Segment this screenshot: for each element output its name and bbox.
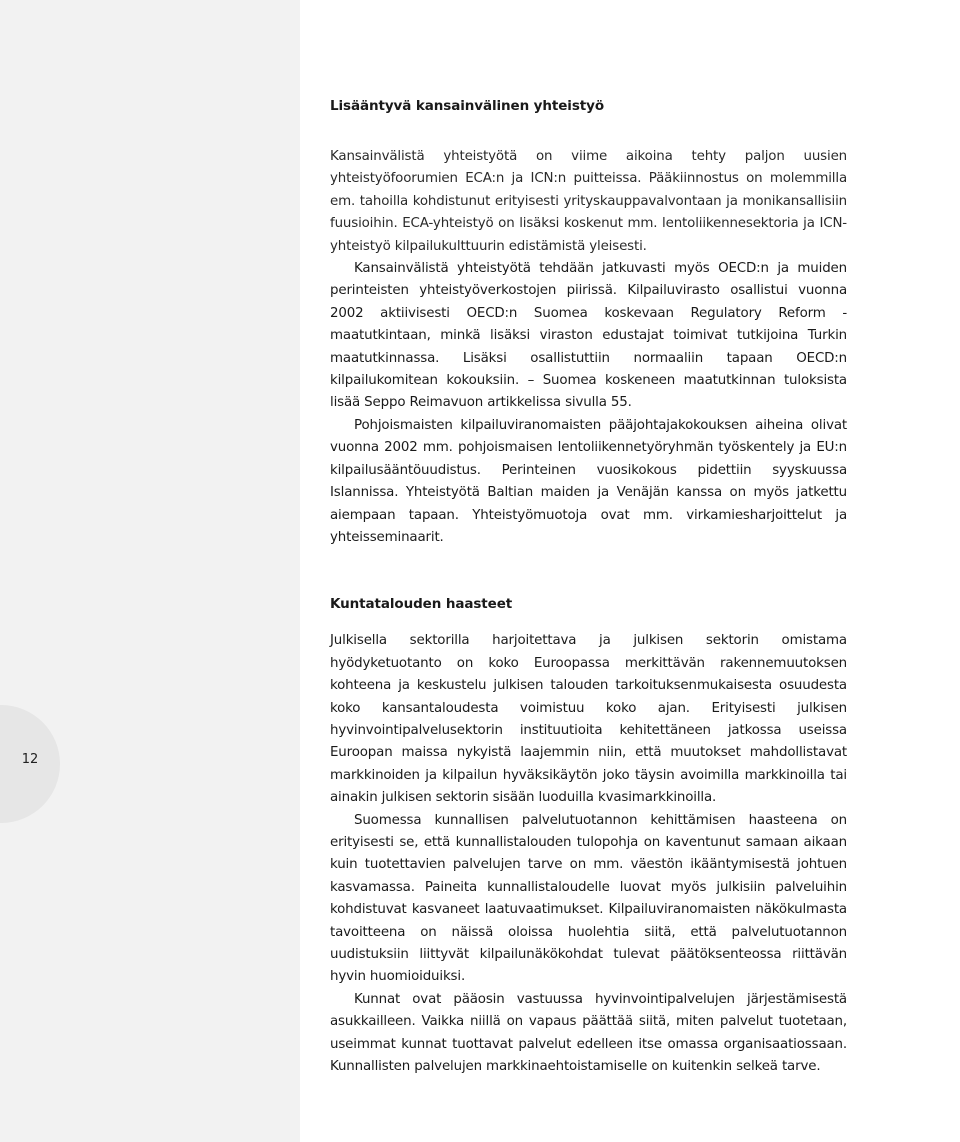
section-heading: Kuntatalouden haasteet xyxy=(330,596,513,613)
section-international-cooperation xyxy=(330,96,847,549)
body-paragraph: Kansainvälistä yhteistyötä on viime aikoina tehty paljon uusien yhteistyöfoorumien ECA:n ja ICN:n puitteissa. Pääkiinnostus on molemmilla em. tahoilla kohdistunut erityisesti yrityskauppavalvontaan ja monikansallisiin fuusioihin. ECA-yhteistyö on lisäksi koskenut mm. lentoliikennesektoria ja ICN-yhteistyö kilpailukulttuurin edistämistä yleisesti. xyxy=(330,149,847,254)
page-margin-band xyxy=(0,0,300,1142)
article-body xyxy=(330,96,847,1078)
section-municipal-economy xyxy=(330,594,847,1078)
body-paragraph: Julkisella sektorilla harjoitettava ja julkisen sektorin omistama hyödyketuotanto on koko Euroopassa merkittävän rakennemuutoksen kohteena ja keskustelu julkisen talouden tarkoituksenmukaisesta osuudesta koko kansantaloudesta voimistuu koko ajan. Erityisesti julkisen hyvinvointipalvelusektorin instituutioita kehitettäneen jatkossa useissa Euroopan maissa nykyistä laajemmin niin, että muutokset mahdollistavat markkinoiden ja kilpailun hyväksikäytön joko täysin avoimilla markkinoilla tai ainakin julkisen sektorin sisään luoduilla kvasimarkkinoilla. xyxy=(330,633,847,806)
body-paragraph: Kunnat ovat pääosin vastuussa hyvinvointipalvelujen järjestämisestä asukkailleen. Vaikka niillä on vapaus päättää siitä, miten palvelut tuotetaan, useimmat kunnat tuottavat palvelut edelleen itse omassa organisaatiossaan. Kunnallisten palvelujen markkinaehtoistamiselle on kuitenkin selkeä tarve. xyxy=(330,991,847,1075)
page-number: 12 xyxy=(21,752,39,767)
body-paragraph: Suomessa kunnallisen palvelutuotannon kehittämisen haasteena on erityisesti se, että kunnallistalouden tulopohja on kaventunut samaan aikaan kuin tuotettavien palvelujen tarve on mm. väestön ikääntymisestä johtuen kasvamassa. Paineita kunnallistaloudelle luovat myös julkisiin palveluihin kohdistuvat kasvaneet laatuvaatimukset. Kilpailuviranomaisten näkökulmasta tavoitteena on näissä oloissa huolehtia siitä, että palvelutuotannon uudistuksiin liittyvät kilpailunäkökohdat tulevat päätöksenteossa riittävän hyvin huomioiduiksi. xyxy=(330,812,847,985)
body-paragraph: Kansainvälistä yhteistyötä tehdään jatkuvasti myös OECD:n ja muiden perinteisten yhteistyöverkostojen piirissä. Kilpailuvirasto osallistui vuonna 2002 aktiivisesti OECD:n Suomea koskevaan Regulatory Reform -maatutkintaan, minkä lisäksi viraston edustajat toimivat tutkijoina Turkin maatutkinnassa. Lisäksi osallistuttiin normaaliin tapaan OECD:n kilpailukomitean kokouksiin. – Suomea koskeneen maatutkinnan tuloksista lisää Seppo Reimavuon artikkelissa sivulla 55. xyxy=(330,261,847,411)
body-paragraph: Pohjoismaisten kilpailuviranomaisten pääjohtajakokouksen aiheina olivat vuonna 2002 mm. pohjoismaisen lentoliikennetyöryhmän työskentely ja EU:n kilpailusääntöuudistus. Perinteinen vuosikokous pidettiin syyskuussa Islannissa. Yhteistyötä Baltian maiden ja Venäjän kanssa on myös jatkettu aiempaan tapaan. Yhteistyömuotoja ovat mm. virkamiesharjoittelut ja yhteisseminaarit. xyxy=(330,417,847,545)
section-heading: Lisääntyvä kansainvälinen yhteistyö xyxy=(330,98,604,114)
